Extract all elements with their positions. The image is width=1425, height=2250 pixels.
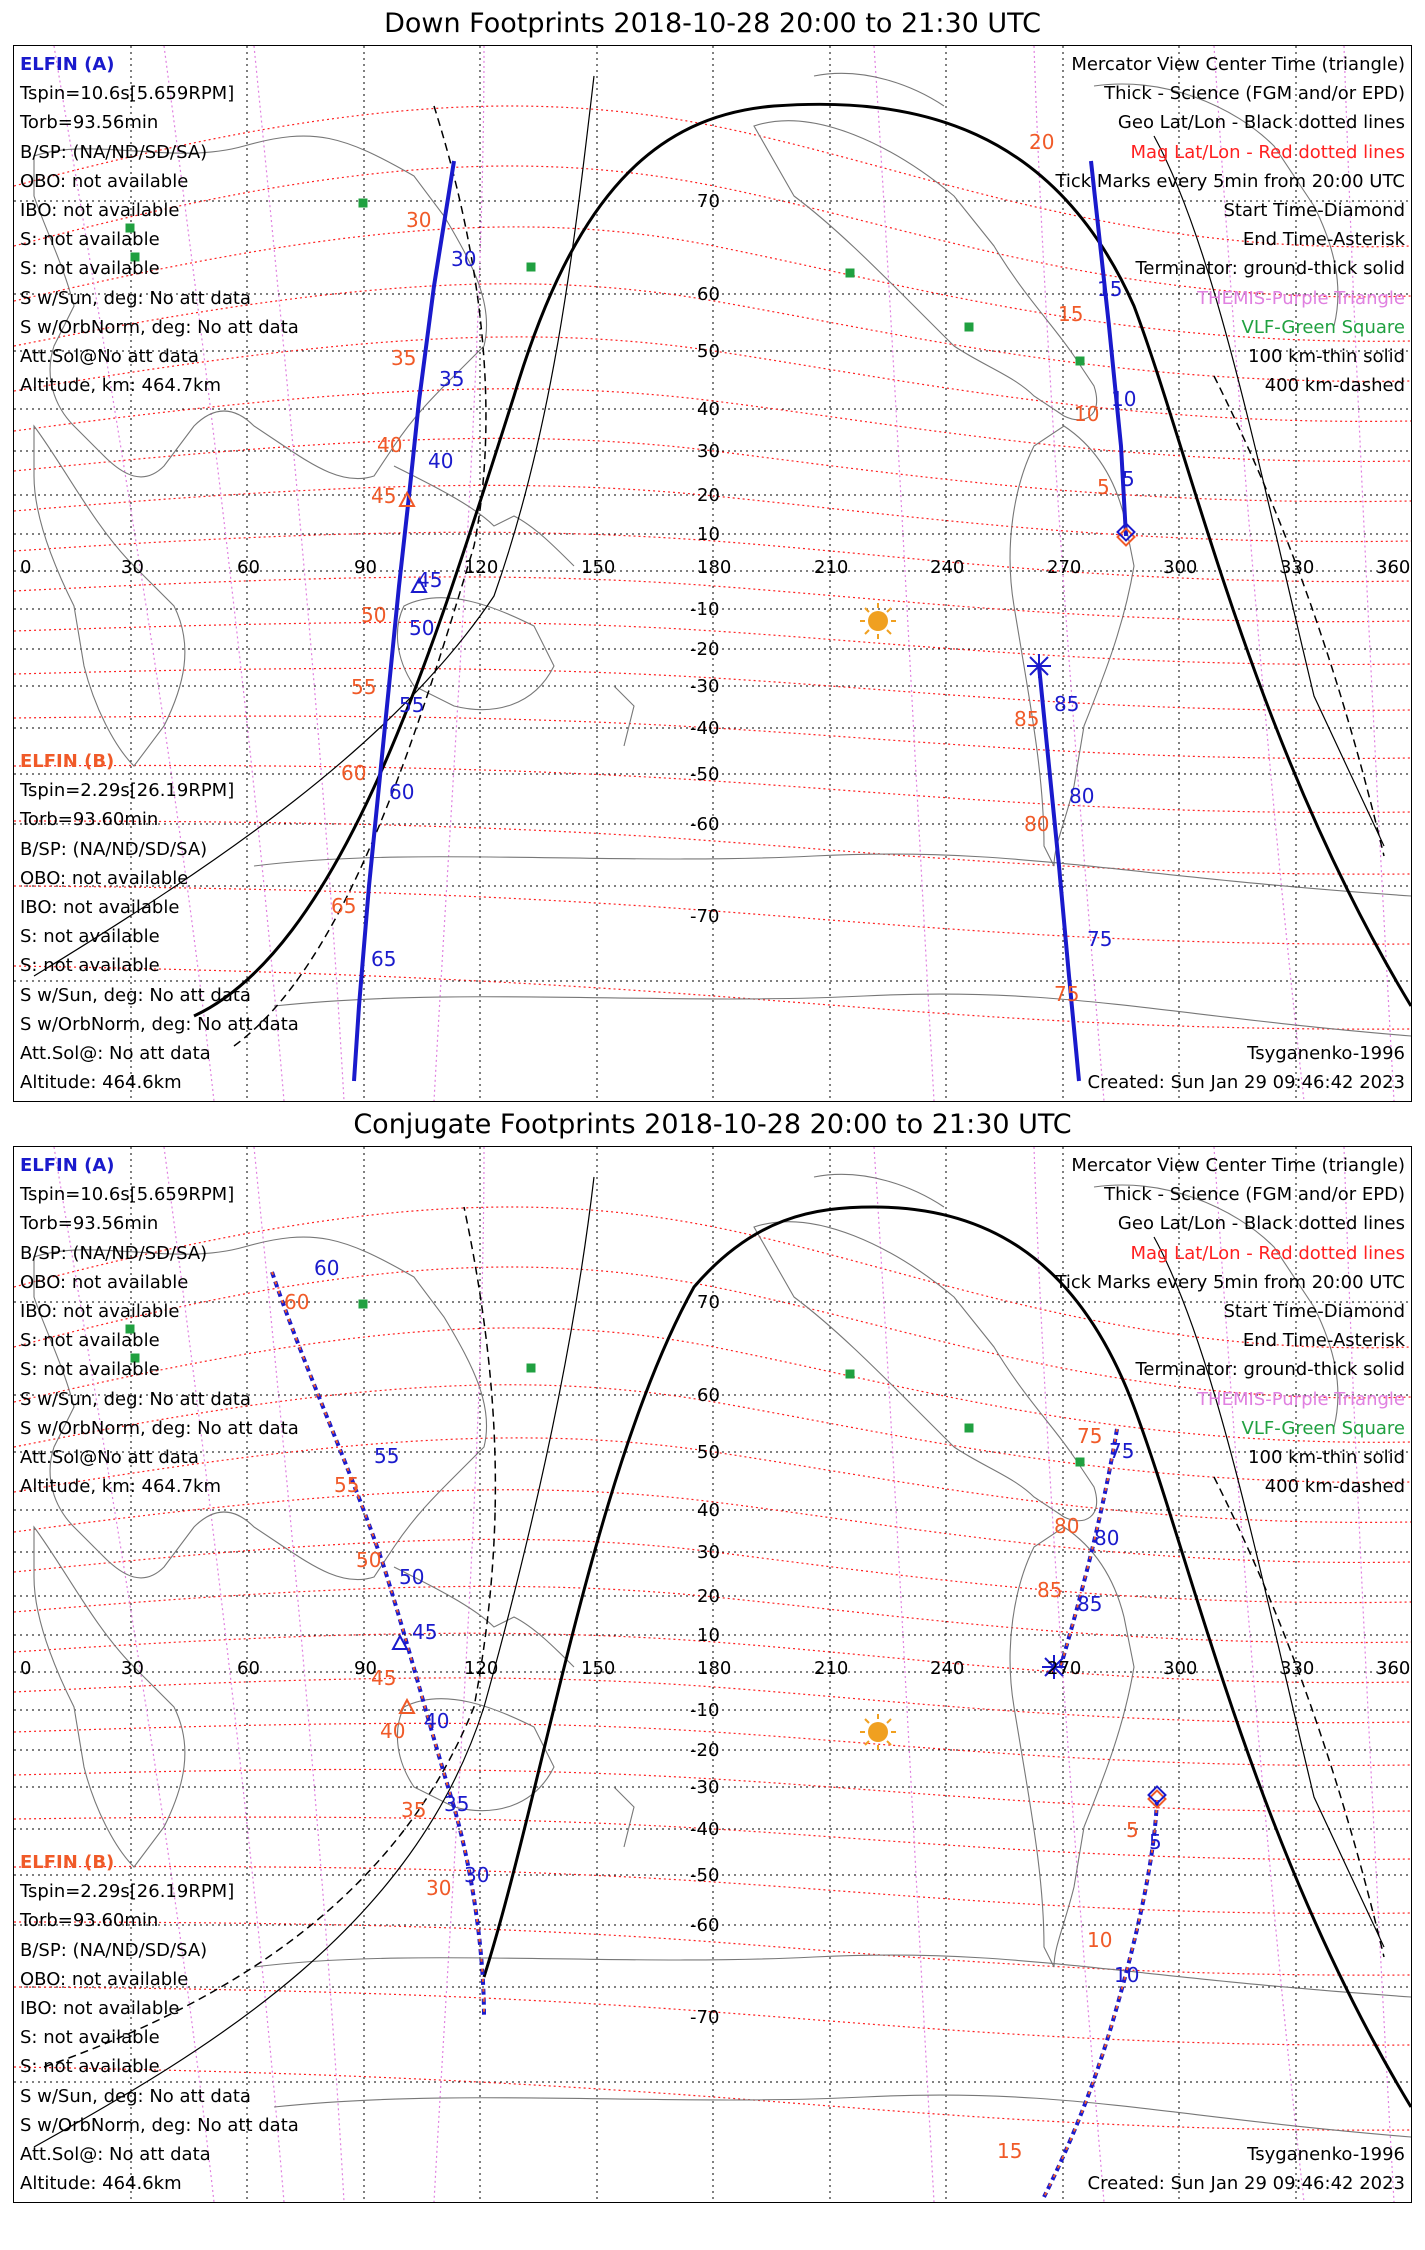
info-line: Torb=93.56min (20, 112, 159, 134)
created-timestamp: Created: Sun Jan 29 09:46:42 2023 (1087, 2172, 1405, 2194)
elfin-a-name: ELFIN (A) (20, 54, 115, 75)
vlf-square (527, 263, 535, 271)
elfin-b-name: ELFIN (B) (20, 1852, 115, 1873)
tick-a: 80 (1069, 784, 1095, 808)
lat-label: 30 (697, 1542, 720, 1563)
info-line: Tspin=2.29s[26.19RPM] (20, 780, 235, 802)
lat-label: 60 (697, 1385, 720, 1406)
elfin-b-info (20, 1848, 299, 2198)
lon-label: 330 (1280, 557, 1315, 578)
vlf-square (846, 269, 854, 277)
legend-100km: 100 km-thin solid (1248, 1447, 1405, 1469)
sun-icon (860, 603, 896, 639)
lon-label: 0 (20, 1658, 32, 1679)
elfin-b-track-south (1044, 1800, 1157, 2197)
legend-geo: Geo Lat/Lon - Black dotted lines (1117, 112, 1405, 134)
tick-b: 45 (371, 1666, 397, 1690)
info-line: Tspin=2.29s[26.19RPM] (20, 1881, 235, 1903)
info-line: OBO: not available (20, 1968, 189, 1990)
tick-a: 35 (444, 1792, 470, 1816)
info-line: Altitude, km: 464.7km (20, 375, 222, 397)
tick-b: 85 (1014, 707, 1040, 731)
vlf-square (359, 199, 367, 207)
lat-label: 40 (697, 399, 720, 420)
tick-b: 5 (1126, 1818, 1139, 1842)
info-line: S w/OrbNorm, deg: No att data (20, 1417, 299, 1439)
lon-label: 180 (697, 1658, 732, 1679)
tick-a: 40 (424, 1709, 450, 1733)
tick-b: 55 (334, 1473, 360, 1497)
legend-end: End Time-Asterisk (1242, 229, 1405, 251)
tick-b: 80 (1024, 812, 1050, 836)
elfin-b-center-triangle (400, 1700, 414, 1713)
end-asterisk (1027, 654, 1051, 678)
legend-mercator: Mercator View Center Time (triangle) (1071, 54, 1405, 75)
lon-label: 0 (20, 557, 32, 578)
info-line: Altitude: 464.6km (20, 2173, 182, 2195)
info-line: IBO: not available (20, 897, 180, 919)
lat-label: -60 (690, 814, 720, 835)
info-line: S: not available (20, 955, 160, 977)
lat-label: 20 (697, 1586, 720, 1607)
legend-geo: Geo Lat/Lon - Black dotted lines (1117, 1213, 1405, 1235)
info-line: Tspin=10.6s[5.659RPM] (20, 1184, 235, 1206)
tick-a: 10 (1114, 1963, 1140, 1987)
legend-ticks: Tick Marks every 5min from 20:00 UTC (1055, 1271, 1405, 1293)
info-line: S w/Sun, deg: No att data (20, 287, 251, 309)
legend-thick: Thick - Science (FGM and/or EPD) (1104, 1184, 1405, 1206)
info-line: Att.Sol@: No att data (20, 2144, 211, 2166)
info-line: IBO: not available (20, 1301, 180, 1323)
lat-label: -50 (690, 1865, 720, 1886)
lat-label: 50 (697, 341, 720, 362)
info-line: B/SP: (NA/ND/SD/SA) (20, 838, 208, 860)
tick-b: 65 (331, 894, 357, 918)
tick-a: 85 (1054, 692, 1080, 716)
info-line: B/SP: (NA/ND/SD/SA) (20, 141, 208, 163)
vlf-square (846, 1370, 854, 1378)
tick-a: 45 (417, 568, 443, 592)
tick-b: 40 (380, 1719, 406, 1743)
legend-themis: THEMIS-Purple Triangle (1197, 1388, 1405, 1410)
tick-a: 15 (1097, 277, 1123, 301)
info-line: Att.Sol@No att data (20, 1447, 199, 1469)
legend-mercator: Mercator View Center Time (triangle) (1071, 1155, 1405, 1176)
vlf-square (359, 1300, 367, 1308)
tick-a: 55 (374, 1444, 400, 1468)
lon-label: 300 (1163, 1658, 1198, 1679)
info-line: S: not available (20, 1359, 160, 1381)
model-name: Tsyganenko-1996 (1247, 1042, 1405, 1064)
tick-b: 50 (361, 603, 387, 627)
lat-label: -30 (690, 1777, 720, 1798)
lat-label: 40 (697, 1500, 720, 1521)
lon-label: 60 (237, 557, 260, 578)
lat-label: -10 (690, 599, 720, 620)
lat-label: -40 (690, 1819, 720, 1840)
tick-a: 10 (1111, 387, 1137, 411)
lat-label: -20 (690, 1740, 720, 1761)
lon-label: 30 (121, 557, 144, 578)
lon-label: 90 (354, 1658, 377, 1679)
tick-a: 80 (1094, 1526, 1120, 1550)
elfin-a-track-west (272, 1272, 484, 2017)
tick-b: 15 (1058, 302, 1084, 326)
lat-label: 70 (697, 1292, 720, 1313)
info-line: Altitude: 464.6km (20, 1072, 182, 1094)
info-line: IBO: not available (20, 1998, 180, 2020)
legend-100km: 100 km-thin solid (1248, 346, 1405, 368)
tick-b: 55 (351, 675, 377, 699)
lat-label: -40 (690, 718, 720, 739)
legend (1055, 50, 1405, 400)
legend-mag: Mag Lat/Lon - Red dotted lines (1130, 141, 1405, 163)
tick-b: 20 (1029, 130, 1055, 154)
lon-label: 360 (1376, 1658, 1411, 1679)
legend-mag: Mag Lat/Lon - Red dotted lines (1130, 1242, 1405, 1264)
tick-a: 55 (399, 693, 425, 717)
tick-b: 10 (1087, 1928, 1113, 1952)
legend-terminator: Terminator: ground-thick solid (1135, 258, 1405, 280)
lon-label: 120 (464, 1658, 499, 1679)
legend-start: Start Time-Diamond (1223, 200, 1405, 222)
info-line: OBO: not available (20, 1271, 189, 1293)
legend-vlf: VLF-Green Square (1241, 316, 1405, 338)
lon-axis-labels (20, 1658, 1410, 1679)
lon-label: 360 (1376, 557, 1411, 578)
tick-a: 75 (1087, 927, 1113, 951)
info-line: S: not available (20, 229, 160, 251)
legend-400km: 400 km-dashed (1264, 1476, 1405, 1498)
tick-b: 35 (401, 1798, 427, 1822)
panel-1-map (13, 45, 1412, 1102)
lat-label: 10 (697, 1625, 720, 1646)
tick-a: 50 (409, 616, 435, 640)
elfin-b-info (20, 747, 299, 1097)
legend-thick: Thick - Science (FGM and/or EPD) (1104, 83, 1405, 105)
info-line: S w/OrbNorm, deg: No att data (20, 1013, 299, 1035)
info-line: S: not available (20, 258, 160, 280)
tick-a: 50 (399, 1565, 425, 1589)
tick-a: 35 (439, 367, 465, 391)
elfin-a-info (20, 1151, 299, 1501)
lon-label: 90 (354, 557, 377, 578)
elfin-b-track-west (272, 1272, 484, 2017)
tick-a: 30 (451, 247, 477, 271)
tick-a: 60 (314, 1256, 340, 1280)
lat-label: 20 (697, 485, 720, 506)
legend-themis: THEMIS-Purple Triangle (1197, 287, 1405, 309)
tick-b: 75 (1054, 982, 1080, 1006)
tick-b: 5 (1097, 475, 1110, 499)
tick-a: 5 (1149, 1830, 1162, 1854)
legend-ticks: Tick Marks every 5min from 20:00 UTC (1055, 170, 1405, 192)
tick-b: 60 (284, 1290, 310, 1314)
lon-label: 60 (237, 1658, 260, 1679)
lat-label: -10 (690, 1700, 720, 1721)
lon-label: 240 (930, 1658, 965, 1679)
legend-terminator: Terminator: ground-thick solid (1135, 1359, 1405, 1381)
tick-a: 75 (1109, 1439, 1135, 1463)
info-line: OBO: not available (20, 867, 189, 889)
created-timestamp: Created: Sun Jan 29 09:46:42 2023 (1087, 1071, 1405, 1093)
lat-label: 60 (697, 284, 720, 305)
legend-vlf: VLF-Green Square (1241, 1417, 1405, 1439)
info-line: S: not available (20, 926, 160, 948)
tick-b: 60 (341, 761, 367, 785)
lon-label: 210 (814, 557, 849, 578)
info-line: S: not available (20, 1330, 160, 1352)
info-line: S w/Sun, deg: No att data (20, 984, 251, 1006)
tick-a: 40 (428, 449, 454, 473)
lon-label: 30 (121, 1658, 144, 1679)
panel-2-title: Conjugate Footprints 2018-10-28 20:00 to 21:30 UTC (353, 1109, 1072, 1140)
tick-b: 30 (426, 1876, 452, 1900)
lat-label: 70 (697, 191, 720, 212)
info-line: Torb=93.60min (20, 809, 159, 831)
tick-b: 35 (391, 346, 417, 370)
lat-label: -70 (690, 906, 720, 927)
info-line: B/SP: (NA/ND/SD/SA) (20, 1242, 208, 1264)
lat-label: -70 (690, 2007, 720, 2028)
vlf-square (527, 1364, 535, 1372)
info-line: Altitude, km: 464.7km (20, 1476, 222, 1498)
legend-400km: 400 km-dashed (1264, 375, 1405, 397)
lat-label: 10 (697, 524, 720, 545)
tick-a: 65 (371, 947, 397, 971)
lon-label: 300 (1163, 557, 1198, 578)
tick-a: 30 (464, 1863, 490, 1887)
lon-label: 150 (581, 557, 616, 578)
track-ticks (331, 130, 1136, 1006)
info-line: IBO: not available (20, 200, 180, 222)
model-name: Tsyganenko-1996 (1247, 2143, 1405, 2165)
tick-a: 5 (1122, 467, 1135, 491)
legend-start: Start Time-Diamond (1223, 1301, 1405, 1323)
elfin-b-name: ELFIN (B) (20, 751, 115, 772)
lat-label: -60 (690, 1915, 720, 1936)
legend (1055, 1151, 1405, 1501)
elfin-a-info (20, 50, 299, 400)
tick-b: 75 (1077, 1424, 1103, 1448)
lon-label: 210 (814, 1658, 849, 1679)
vlf-square (965, 323, 973, 331)
elfin-a-track-south (1044, 1800, 1157, 2197)
lon-label: 240 (930, 557, 965, 578)
tick-b: 50 (356, 1548, 382, 1572)
tick-a: 60 (389, 780, 415, 804)
tick-b: 40 (377, 433, 403, 457)
info-line: Torb=93.56min (20, 1213, 159, 1235)
tick-b: 10 (1074, 402, 1100, 426)
info-line: S w/Sun, deg: No att data (20, 2085, 251, 2107)
lat-label: -50 (690, 764, 720, 785)
info-line: Torb=93.60min (20, 1910, 159, 1932)
lon-label: 330 (1280, 1658, 1315, 1679)
tick-b: 45 (371, 484, 397, 508)
tick-b: 85 (1037, 1578, 1063, 1602)
footer-right (1088, 2140, 1405, 2198)
info-line: S w/OrbNorm, deg: No att data (20, 316, 299, 338)
footer-right (1088, 1039, 1405, 1097)
lon-axis-labels (20, 557, 1410, 578)
lon-label: 180 (697, 557, 732, 578)
vlf-square (965, 1424, 973, 1432)
info-line: S w/Sun, deg: No att data (20, 1388, 251, 1410)
lat-label: -30 (690, 676, 720, 697)
tick-a: 85 (1077, 1592, 1103, 1616)
info-line: Att.Sol@: No att data (20, 1043, 211, 1065)
lon-label: 270 (1047, 1658, 1082, 1679)
legend-end: End Time-Asterisk (1242, 1330, 1405, 1352)
lat-label: 30 (697, 441, 720, 462)
info-line: S w/OrbNorm, deg: No att data (20, 2114, 299, 2136)
lon-label: 150 (581, 1658, 616, 1679)
panel-1-title: Down Footprints 2018-10-28 20:00 to 21:30 UTC (384, 8, 1041, 39)
info-line: OBO: not available (20, 170, 189, 192)
panel-2-map (13, 1146, 1412, 2203)
info-line: Tspin=10.6s[5.659RPM] (20, 83, 235, 105)
elfin-a-name: ELFIN (A) (20, 1155, 115, 1176)
lat-label: -20 (690, 639, 720, 660)
lon-label: 270 (1047, 557, 1082, 578)
info-line: S: not available (20, 2056, 160, 2078)
info-line: B/SP: (NA/ND/SD/SA) (20, 1939, 208, 1961)
tick-a: 45 (412, 1620, 438, 1644)
lat-label: 50 (697, 1442, 720, 1463)
info-line: Att.Sol@No att data (20, 346, 199, 368)
tick-b: 15 (997, 2139, 1023, 2163)
tick-b: 30 (406, 208, 432, 232)
sun-icon (860, 1714, 896, 1750)
lon-label: 120 (464, 557, 499, 578)
tick-b: 80 (1054, 1514, 1080, 1538)
info-line: S: not available (20, 2027, 160, 2049)
